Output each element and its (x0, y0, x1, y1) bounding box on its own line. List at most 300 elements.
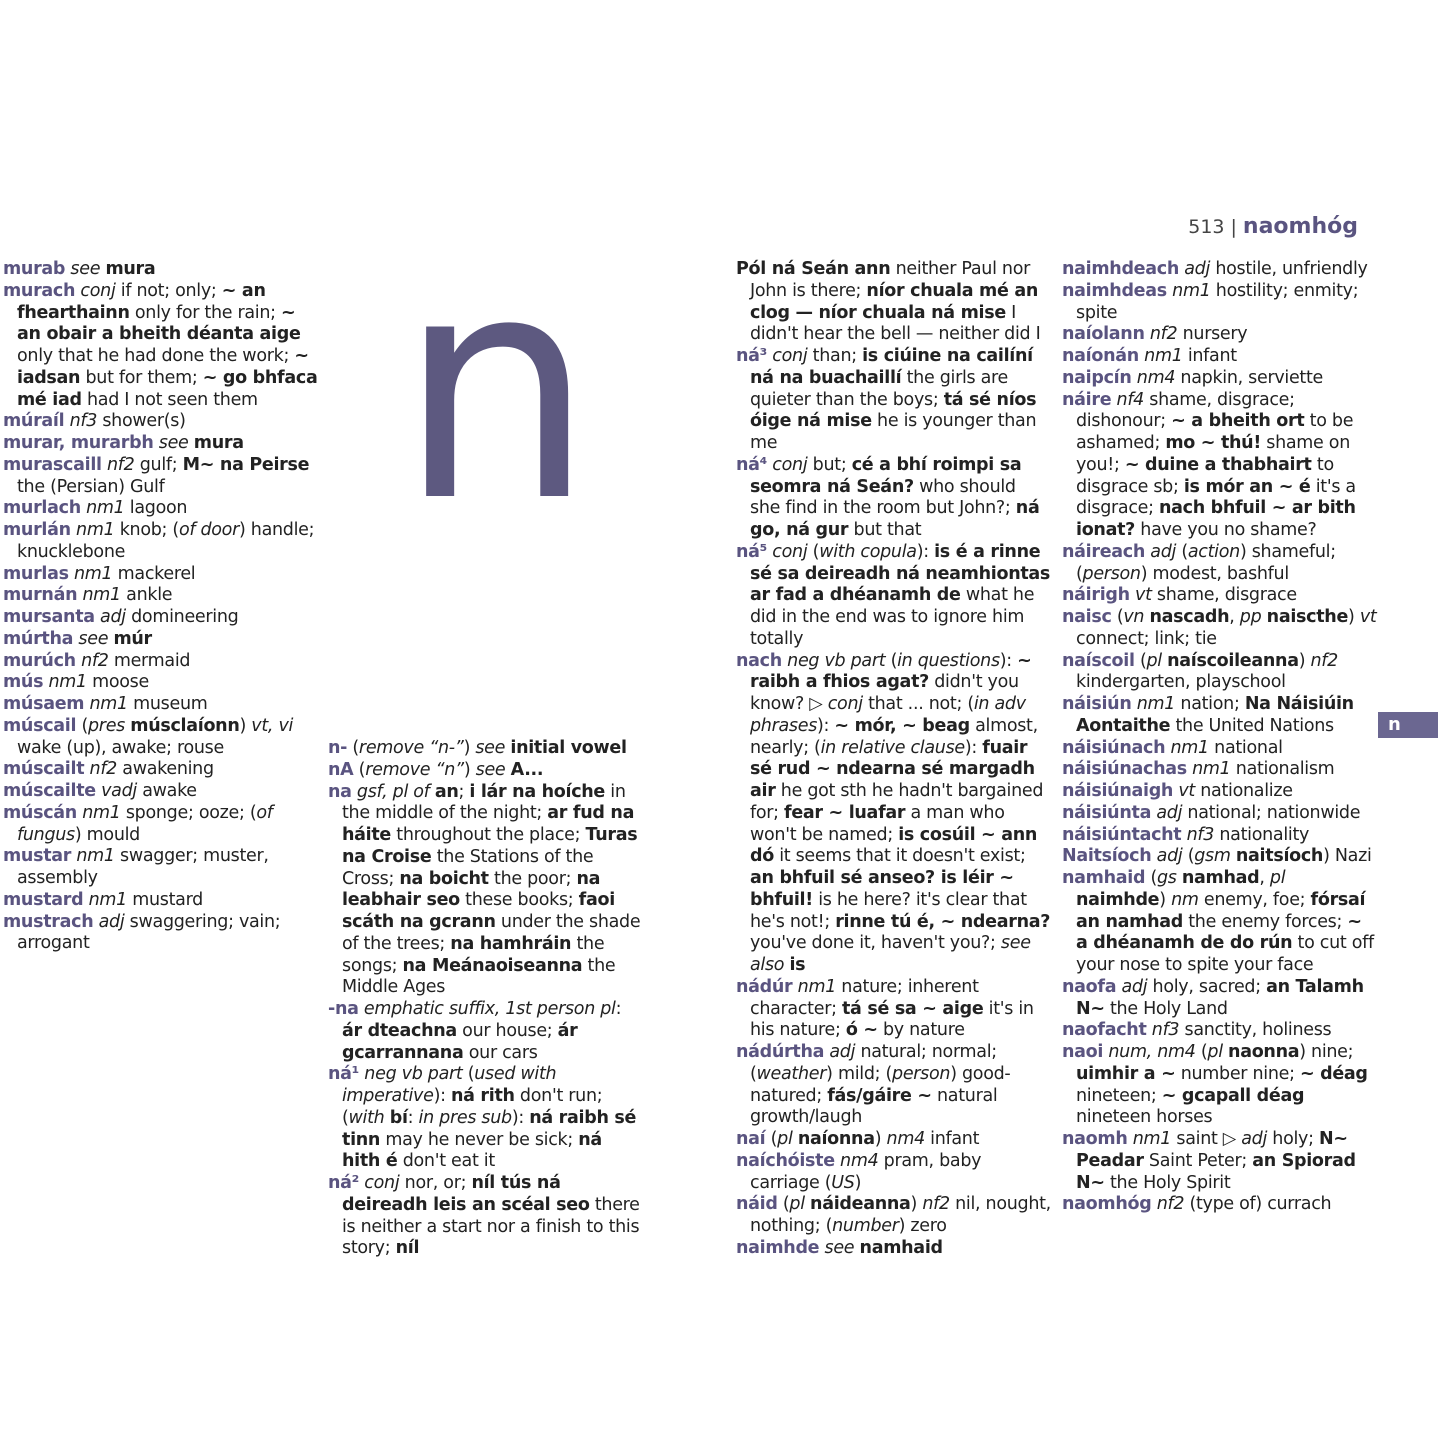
dictionary-column-4 (1062, 259, 1377, 1216)
example-phrase: is (789, 955, 806, 975)
definition-text: ( (807, 541, 820, 562)
headword: naíscoil (1062, 650, 1135, 671)
definition-text: to be ashamed; (1076, 411, 1354, 453)
headword: murascaill (3, 454, 102, 475)
definition-text: ( (1195, 1042, 1208, 1062)
headword: murlán (3, 520, 71, 540)
headword: ná⁵ (736, 541, 768, 562)
dictionary-entry (1062, 1129, 1377, 1194)
example-phrase: ná rith (450, 1086, 515, 1106)
dictionary-entry (3, 846, 318, 890)
example-phrase: fuair sé rud ~ ndearna sé margadh air (750, 737, 1035, 801)
example-phrase: ~ raibh a fhios agat? (750, 650, 1032, 693)
definition-text: gulf; (134, 454, 183, 475)
grammar-label: used with imperative (342, 1064, 557, 1106)
example-phrase: níor chuala mé an clog — níor chuala ná mise (750, 280, 1038, 323)
grammar-label: see (153, 433, 194, 453)
definition-text: it seems that it doesn't exist; (773, 846, 1026, 867)
example-phrase: namhad (1181, 868, 1260, 888)
example-phrase: an bhfuil sé anseo? is léir ~ bhfuil! (750, 868, 1014, 910)
definition-text: shame on you!; (1076, 433, 1350, 475)
example-phrase: N~ Peadar (1076, 1129, 1348, 1171)
grammar-label: person (1082, 563, 1141, 584)
dictionary-entry (1062, 542, 1377, 586)
definition-text: ) mild; ( (826, 1063, 893, 1084)
definition-text: museum (127, 694, 208, 714)
grammar-label: adj (1145, 541, 1177, 562)
headword: náisiúnach (1062, 737, 1166, 758)
definition-text: ankle (120, 585, 173, 606)
example-phrase: i lár na hoíche (469, 781, 606, 802)
dictionary-entry (3, 607, 318, 629)
headword: ná¹ (328, 1064, 360, 1085)
headword: náisiún (1062, 694, 1132, 714)
headword: naisc (1062, 607, 1112, 627)
definition-text: had I not seen them (81, 389, 258, 410)
headword: naíolann (1062, 324, 1145, 345)
definition-text: the girls are quieter than the boys; (750, 367, 1009, 410)
definition-text: ) good-natured; (750, 1063, 1011, 1106)
headword: nA (328, 759, 354, 780)
definition-text: don't run; ( (342, 1086, 603, 1128)
example-phrase: fás/gáire ~ (827, 1085, 932, 1106)
example-phrase: ár gcarrannana (342, 1020, 578, 1063)
example-phrase: na hamhráin (450, 933, 572, 954)
grammar-label: nf3 (64, 411, 98, 432)
headword: múraíl (3, 411, 65, 432)
grammar-label: pl (1207, 1042, 1229, 1062)
definition-text: ( (353, 759, 366, 780)
definition-text: ) (239, 715, 252, 736)
grammar-label: nm1 (84, 694, 128, 714)
dictionary-entry (1062, 803, 1377, 825)
definition-text: ( (76, 715, 88, 736)
running-header (1188, 214, 1358, 239)
definition-text: nationalism (1230, 759, 1335, 780)
dictionary-entry (328, 999, 643, 1064)
definition-text: only for the rain; (129, 302, 282, 323)
definition-text: national; nationwide (1182, 802, 1361, 823)
grammar-label: see also (750, 933, 1031, 975)
example-phrase: naimhde (1076, 889, 1160, 910)
example-phrase: ~ an obair a bheith déanta aige (17, 302, 301, 345)
dictionary-entry (736, 455, 1051, 542)
definition-text: to cut off your nose to spite your face (1076, 933, 1374, 975)
grammar-label: conj (767, 541, 808, 562)
definition-text: ) (1159, 889, 1172, 910)
definition-text: ) (463, 738, 476, 758)
example-phrase: naonna (1228, 1042, 1300, 1062)
definition-text: the poor; (488, 868, 577, 889)
dictionary-entry (1062, 977, 1377, 1021)
example-phrase: ár dteachna (342, 1020, 457, 1041)
grammar-label: vt (1129, 585, 1152, 606)
dictionary-column-1 (3, 259, 318, 955)
definition-text: ) (910, 1194, 923, 1215)
headword: murach (3, 280, 76, 301)
headword: murúch (3, 650, 76, 671)
definition-text: ) handle; knucklebone (17, 520, 315, 562)
definition-text: domineering (125, 607, 239, 627)
headword: náisiúnta (1062, 802, 1152, 823)
grammar-label: pl (777, 1129, 798, 1149)
headword: naomhóg (1062, 1194, 1152, 1215)
example-phrase: ~ mór, ~ beag (834, 715, 970, 736)
grammar-label: US (831, 1172, 855, 1193)
definition-text: the (Persian) Gulf (17, 476, 165, 497)
dictionary-entry (736, 346, 1051, 455)
dictionary-entry (1062, 585, 1377, 607)
definition-text: ) Nazi (1323, 846, 1372, 867)
grammar-label: num, nm4 (1103, 1042, 1196, 1062)
headword: murlach (3, 498, 81, 519)
example-phrase: fear ~ luafar (784, 802, 906, 823)
dictionary-entry (3, 259, 318, 281)
definition-text: nineteen horses (1076, 1107, 1213, 1128)
thumb-tab: n (1378, 712, 1438, 738)
grammar-label: nm1 (1127, 1129, 1172, 1149)
definition-text: than; (807, 346, 863, 366)
dictionary-entry (1062, 259, 1377, 281)
grammar-label: nf2 (101, 454, 135, 475)
grammar-label: adj (1151, 802, 1183, 823)
headword: múscailte (3, 781, 96, 801)
header-separator: | (1230, 216, 1237, 238)
definition-text: swagger; muster, assembly (17, 846, 269, 888)
dictionary-entry (1062, 825, 1377, 847)
dictionary-entry (3, 585, 318, 607)
headword: nádúrtha (736, 1042, 825, 1062)
grammar-label: neg vb part (359, 1064, 463, 1085)
headword: naimhdeach (1062, 259, 1179, 279)
dictionary-entry (1062, 346, 1377, 368)
grammar-label: nf2 (1144, 324, 1178, 345)
grammar-label: nf3 (1181, 824, 1215, 845)
grammar-label: vt, vi (251, 715, 294, 736)
example-phrase: an (434, 781, 459, 802)
grammar-label: adj (1116, 976, 1148, 997)
definition-text: pram, baby carriage ( (750, 1150, 982, 1193)
example-phrase: ná go, ná gur (750, 498, 1040, 540)
definition-text: is he here? it's clear that he's not!; (750, 889, 1027, 932)
definition-text: these books; (459, 890, 579, 911)
grammar-label: see (65, 259, 106, 279)
grammar-label: conj (767, 454, 808, 475)
example-phrase: an Spiorad N~ (1076, 1150, 1356, 1193)
definition-text: ( (1134, 650, 1147, 671)
dictionary-entry (1062, 759, 1377, 781)
headword: náisiúntacht (1062, 824, 1182, 845)
example-phrase: ~ a dhéanamh de do rún (1076, 911, 1362, 954)
example-phrase: is é a rinne sé sa deireadh ná neamhiontas ar fad a dhéanamh de (750, 541, 1051, 606)
definition-text: holy, sacred; (1147, 976, 1267, 997)
grammar-label: nf2 (1151, 1194, 1185, 1215)
definition-text: infant (1182, 346, 1237, 366)
definition-text: wake (up), awake; rouse (17, 737, 224, 758)
dictionary-entry (3, 890, 318, 912)
definition-text: ) shameful; ( (1076, 541, 1336, 584)
dictionary-entry (1062, 781, 1377, 803)
definition-text: ): (511, 1107, 530, 1128)
example-phrase: nach bhfuil ~ ar bith ionat? (1076, 498, 1356, 540)
dictionary-entry (3, 498, 318, 520)
grammar-label: adj (1151, 846, 1183, 867)
definition-text: enemy, foe; (1198, 889, 1311, 910)
dictionary-entry (3, 564, 318, 586)
definition-text: it's in his nature; (750, 998, 1034, 1041)
definition-text: mackerel (112, 563, 196, 584)
grammar-label: vt (1173, 781, 1195, 801)
definition-text: if not; only; (115, 280, 222, 301)
headword: murlas (3, 563, 69, 584)
headword: músaem (3, 694, 85, 714)
grammar-label: with copula (819, 541, 917, 562)
example-phrase: mo ~ thú! (1165, 433, 1262, 453)
example-phrase: initial vowel (510, 738, 627, 758)
definition-text: our house; (456, 1020, 558, 1041)
grammar-label: nm1 (70, 520, 115, 540)
grammar-label: conj (767, 346, 808, 366)
grammar-label: nm1 (83, 889, 127, 910)
definition-text: ): (817, 715, 835, 736)
headword: namhaid (1062, 868, 1146, 888)
definition-text: ): (916, 541, 935, 562)
example-phrase: ~ duine a thabhairt (1124, 454, 1312, 475)
grammar-label: adj (1179, 259, 1211, 279)
grammar-label: see (819, 1237, 860, 1258)
dictionary-entry (3, 716, 318, 760)
example-phrase: cé a bhí roimpi sa seomra ná Seán? (750, 454, 1022, 497)
example-phrase: ~ an fhearthainn (17, 280, 266, 323)
grammar-label: nm1 (1138, 346, 1183, 366)
grammar-label: conj (359, 1173, 400, 1193)
definition-text: napkin, serviette (1175, 367, 1324, 388)
definition-text: ( (1111, 607, 1124, 627)
definition-text: ; (458, 781, 470, 802)
headword: mustar (3, 846, 72, 867)
example-phrase: na boicht (399, 868, 489, 889)
example-phrase: naiscthe (1266, 607, 1349, 627)
definition-text: ): (433, 1086, 451, 1106)
headword: ná² (328, 1173, 360, 1193)
grammar-label: pl (789, 1194, 811, 1215)
grammar-label: nm1 (792, 976, 837, 997)
grammar-label: with (348, 1107, 390, 1128)
definition-text: sanctity, holiness (1179, 1020, 1332, 1041)
grammar-label: pl (1146, 650, 1168, 671)
dictionary-entry (736, 1151, 1051, 1195)
dictionary-entry (736, 1129, 1051, 1151)
dictionary-entry (736, 1238, 1051, 1260)
dictionary-entry (1062, 651, 1377, 695)
grammar-label: adj (1241, 1129, 1268, 1149)
headword: Naitsíoch (1062, 846, 1152, 867)
grammar-label: in questions (897, 650, 1000, 671)
headword: nádúr (736, 976, 793, 997)
example-phrase: rinne tú é, ~ ndearna? (835, 911, 1051, 932)
example-phrase: ná raibh sé tinn (342, 1107, 637, 1150)
dictionary-entry (1062, 1194, 1377, 1216)
grammar-label: pp (1239, 607, 1267, 627)
dictionary-entry (736, 1194, 1051, 1238)
grammar-label: pl (1269, 868, 1286, 888)
headword: naimhdeas (1062, 280, 1167, 301)
definition-text: our cars (463, 1042, 538, 1063)
example-phrase: mura (193, 433, 244, 453)
grammar-label: vn (1123, 607, 1150, 627)
headword: múscán (3, 802, 77, 823)
headword: naíonán (1062, 346, 1139, 366)
dictionary-entry (3, 433, 318, 455)
definition-text: under the shade of the trees; (342, 912, 641, 954)
definition-text: nursery (1177, 324, 1248, 345)
grammar-label: gsf, pl of (351, 781, 435, 802)
dictionary-entry (1062, 607, 1377, 651)
definition-text: ) (854, 1172, 862, 1193)
dictionary-column-2 (328, 738, 643, 1260)
dictionary-entry (1062, 1042, 1377, 1129)
definition-text: ) (463, 759, 476, 780)
dictionary-entry (1062, 738, 1377, 760)
grammar-label: nf3 (1146, 1020, 1180, 1041)
example-phrase: náideanna (810, 1194, 911, 1215)
headword: náirigh (1062, 585, 1130, 606)
example-phrase: níl tús ná deireadh leis an scéal seo (342, 1173, 590, 1215)
grammar-label: of door (178, 520, 239, 540)
headword: n- (328, 738, 348, 758)
example-phrase: ~ gcapall déag (1161, 1085, 1305, 1106)
definition-text: ) (1348, 607, 1360, 627)
grammar-label: nf2 (922, 1194, 950, 1215)
example-phrase: múr (113, 628, 152, 649)
grammar-label: gsm (1194, 846, 1236, 867)
definition-text: connect; link; tie (1076, 628, 1217, 649)
definition-text: ( (462, 1064, 475, 1085)
dictionary-entry (1062, 1020, 1377, 1042)
definition-text: , (1259, 868, 1270, 888)
definition-text: to disgrace sb; (1076, 454, 1334, 497)
definition-text: shame, disgrace (1151, 585, 1297, 606)
definition-text: but for them; (80, 367, 203, 388)
headword: náisiúnaigh (1062, 781, 1174, 801)
grammar-label: weather (756, 1063, 827, 1084)
dictionary-entry (1062, 390, 1377, 542)
definition-text: ( (777, 1194, 790, 1215)
headword: mursanta (3, 607, 95, 627)
example-phrase: na Meánaoiseanna (402, 955, 583, 976)
example-phrase: nascadh (1149, 607, 1230, 627)
definition-text: number nine; (1175, 1063, 1300, 1084)
headword: naimhde (736, 1237, 820, 1258)
definition-text: by nature (877, 1020, 965, 1041)
definition-text: only that he had done the work; (17, 346, 295, 366)
grammar-label: action (1187, 541, 1240, 562)
example-phrase: is ciúine na cailíní ná na buachaillí (750, 346, 1033, 388)
example-phrase: is cosúil ~ ann dó (750, 824, 1038, 867)
dictionary-entry (736, 259, 1051, 346)
headword: ná⁴ (736, 454, 768, 475)
grammar-label: nm4 (886, 1129, 925, 1149)
grammar-label: nm (1171, 889, 1199, 910)
grammar-label: remove “n-” (358, 738, 464, 758)
example-phrase: tá sé níos óige ná mise (750, 389, 1037, 432)
definition-text: : (407, 1107, 419, 1128)
definition-text: neither Paul nor John is there; (750, 259, 1031, 301)
grammar-label: in relative clause (820, 737, 965, 758)
grammar-label: number (832, 1216, 899, 1236)
example-phrase: fórsaí an namhad (1076, 889, 1366, 932)
dictionary-entry (1062, 846, 1377, 868)
grammar-label: vadj (95, 781, 137, 801)
grammar-label: gs (1157, 868, 1182, 888)
grammar-label: adj (94, 607, 126, 627)
grammar-label: nf4 (1111, 389, 1145, 410)
headword: naomh (1062, 1129, 1128, 1149)
definition-text: ( (765, 1129, 778, 1149)
dictionary-entry (3, 759, 318, 781)
grammar-label: nm1 (1165, 737, 1209, 758)
definition-text: the Holy Land (1104, 998, 1228, 1019)
headword: naofa (1062, 976, 1117, 997)
definition-text: ( (1145, 868, 1157, 888)
guide-word: naomhóg (1242, 214, 1358, 239)
example-phrase: ~ a bheith ort (1171, 411, 1305, 432)
definition-text: I didn't hear the bell — neither did I (750, 302, 1041, 345)
headword: náid (736, 1194, 778, 1215)
definition-text: : (615, 999, 622, 1019)
dictionary-entry (3, 281, 318, 412)
dictionary-entry (1062, 368, 1377, 390)
headword: na (328, 781, 352, 802)
definition-text: awake (136, 781, 197, 801)
grammar-label: in pres sub (418, 1107, 512, 1128)
grammar-label: conj (827, 694, 863, 714)
definition-text: in the middle of the night; (342, 781, 626, 824)
grammar-label: nf2 (75, 650, 109, 671)
headword: múscailt (3, 759, 85, 780)
dictionary-column-3 (736, 259, 1051, 1260)
grammar-label: nm1 (68, 563, 113, 584)
definition-text: ) modest, bashful (1140, 563, 1289, 584)
definition-text: swaggering; vain; arrogant (17, 911, 281, 954)
definition-text: throughout the place; (391, 825, 586, 845)
headword: mús (3, 672, 44, 693)
grammar-label: emphatic suffix, 1st person pl (358, 999, 616, 1019)
headword: murnán (3, 585, 78, 606)
grammar-label: nm1 (1131, 694, 1176, 714)
headword: naipcín (1062, 367, 1132, 388)
dictionary-entry (1062, 324, 1377, 346)
definition-text: have you no shame? (1135, 520, 1317, 540)
example-phrase: faoi scáth na gcrann (342, 890, 615, 932)
headword: murab (3, 259, 66, 279)
definition-text: ) zero (898, 1216, 947, 1236)
grammar-label: of fungus (17, 802, 273, 845)
page-number: 513 (1188, 216, 1225, 238)
definition-text: the enemy forces; (1182, 911, 1348, 932)
grammar-label: nm1 (77, 585, 121, 606)
definition-text: mustard (126, 889, 203, 910)
definition-text: ( (1176, 541, 1188, 562)
definition-text: mermaid (108, 650, 191, 671)
example-phrase: ná hith é (342, 1129, 602, 1172)
headword: múrtha (3, 628, 74, 649)
example-phrase: tá sé sa ~ aige (841, 998, 984, 1019)
example-phrase: Na Náisiúin Aontaithe (1076, 694, 1354, 736)
headword: náire (1062, 389, 1112, 410)
definition-text: nature; inherent character; (750, 976, 979, 1019)
definition-text: what he did in the end was to ignore him totally (750, 585, 1035, 649)
